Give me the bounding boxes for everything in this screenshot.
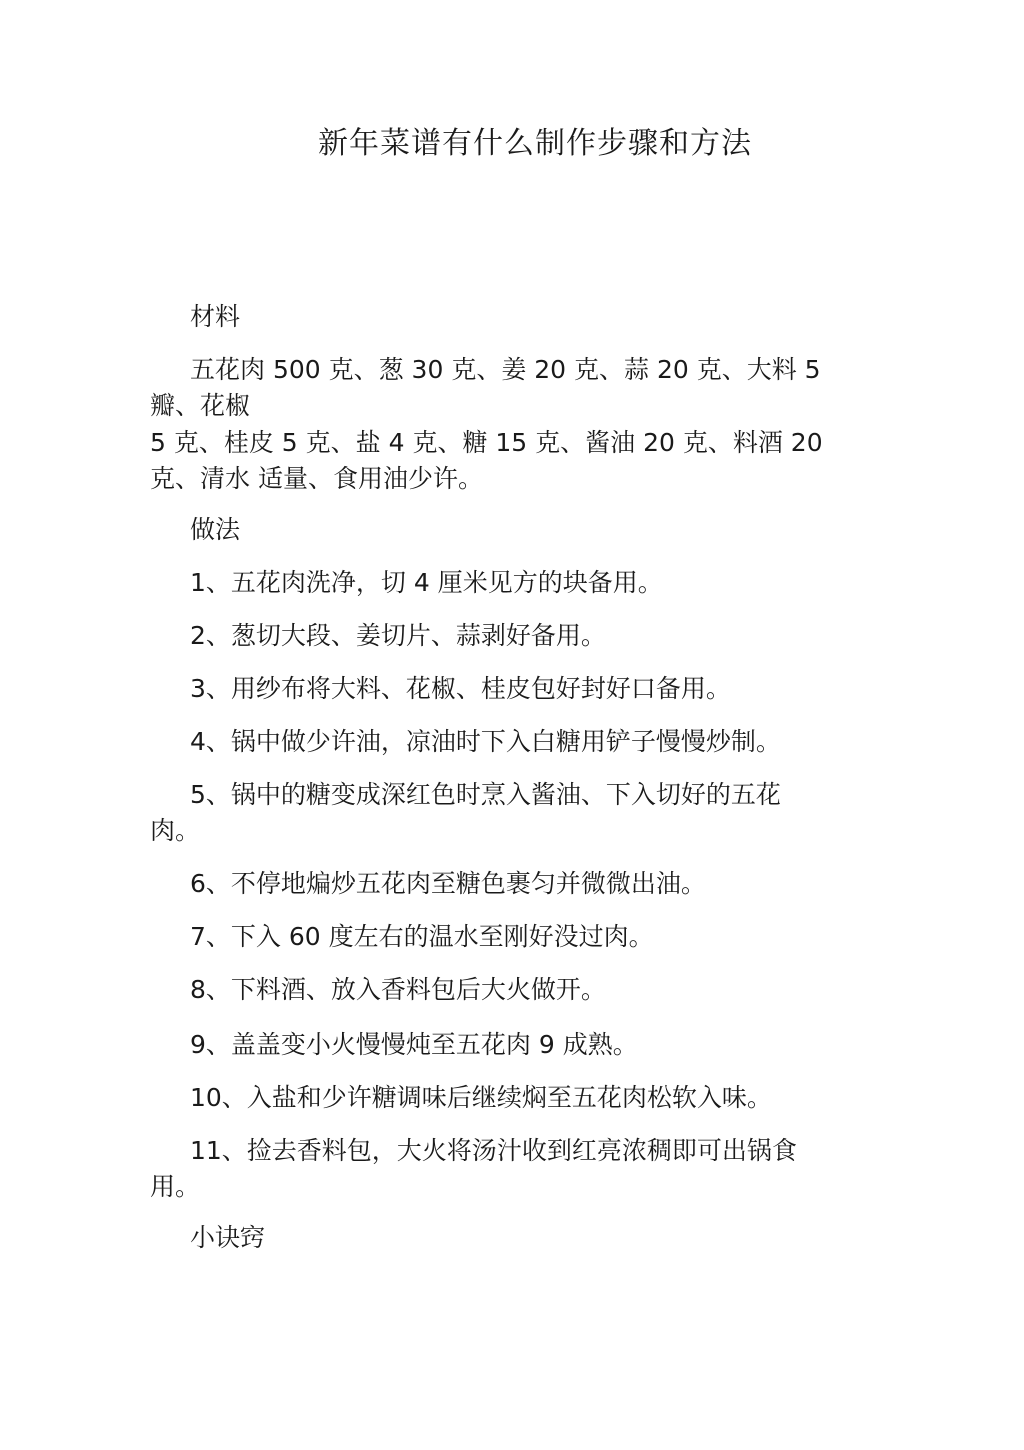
step-line: 5、锅中的糖变成深红色时烹入酱油、下入切好的五花 <box>190 780 781 809</box>
materials-line: 克、清水 适量、食用油少许。 <box>150 464 483 493</box>
materials-heading: 材料 <box>190 302 241 331</box>
method-heading: 做法 <box>190 515 241 544</box>
step-line: 10、入盐和少许糖调味后继续焖至五花肉松软入味。 <box>190 1083 772 1112</box>
document-title: 新年菜谱有什么制作步骤和方法 <box>318 126 752 161</box>
step-line: 7、下入 60 度左右的温水至刚好没过肉。 <box>190 922 654 951</box>
step-line: 肉。 <box>150 816 201 845</box>
step-line: 11、捡去香料包，大火将汤汁收到红亮浓稠即可出锅食 <box>190 1136 797 1165</box>
tips-heading: 小诀窍 <box>190 1223 266 1252</box>
step-line: 3、用纱布将大料、花椒、桂皮包好封好口备用。 <box>190 674 731 703</box>
materials-line: 瓣、花椒 <box>150 391 251 420</box>
step-line: 9、盖盖变小火慢慢炖至五花肉 9 成熟。 <box>190 1030 638 1059</box>
materials-line: 五花肉 500 克、葱 30 克、姜 20 克、蒜 20 克、大料 5 <box>190 355 821 384</box>
step-line: 4、锅中做少许油，凉油时下入白糖用铲子慢慢炒制。 <box>190 727 781 756</box>
step-line: 6、不停地煸炒五花肉至糖色裹匀并微微出油。 <box>190 869 706 898</box>
step-line: 1、五花肉洗净，切 4 厘米见方的块备用。 <box>190 568 663 597</box>
materials-line: 5 克、桂皮 5 克、盐 4 克、糖 15 克、酱油 20 克、料酒 20 <box>150 428 823 457</box>
step-line: 8、下料酒、放入香料包后大火做开。 <box>190 975 606 1004</box>
step-line: 用。 <box>150 1172 201 1201</box>
step-line: 2、葱切大段、姜切片、蒜剥好备用。 <box>190 621 606 650</box>
